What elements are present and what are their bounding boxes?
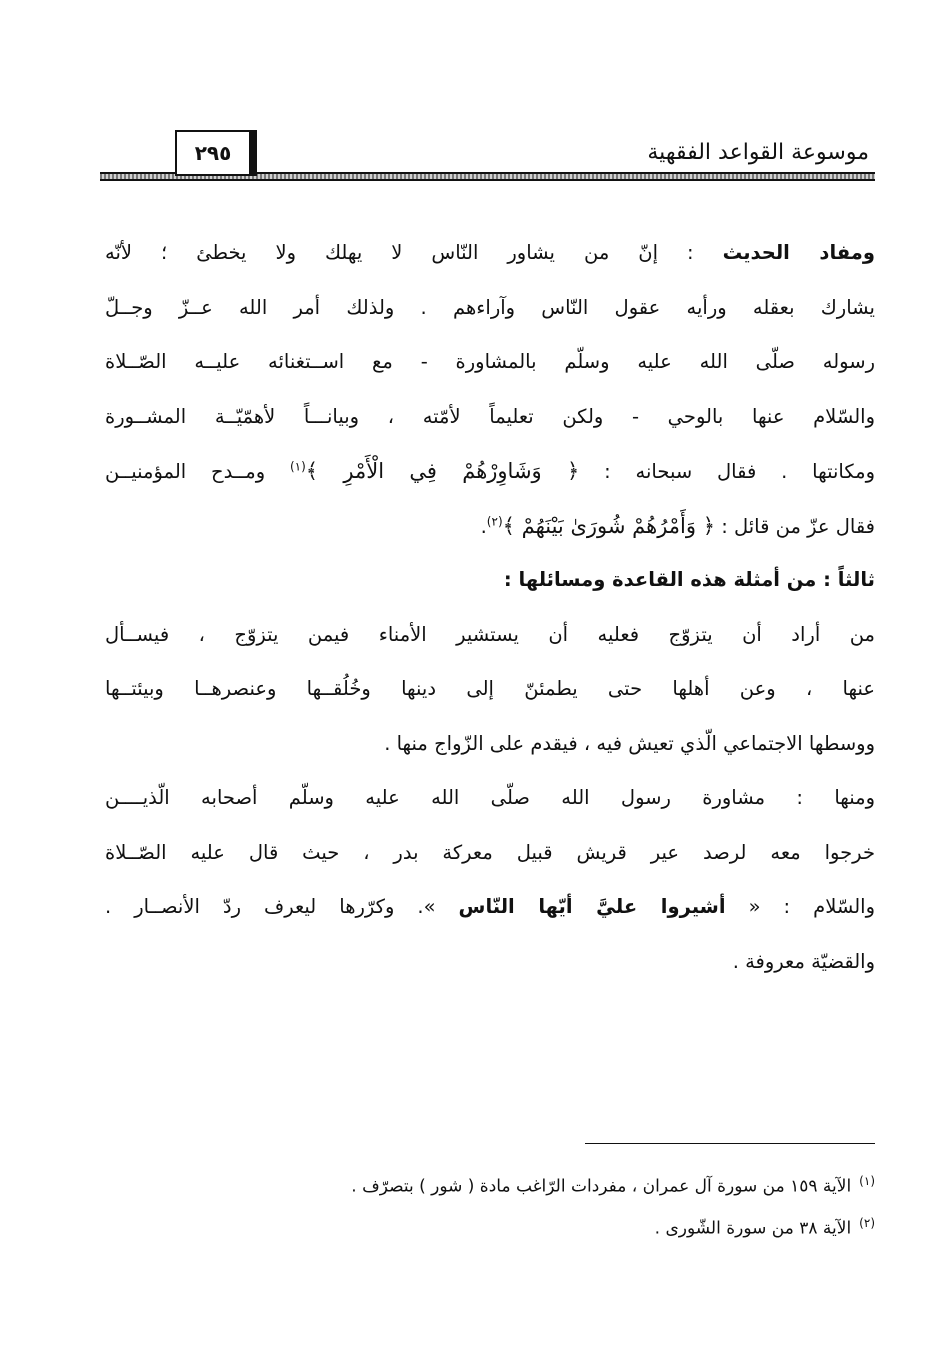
footnotes	[105, 1160, 875, 1244]
paragraph-line: عنها ، وعن أهلها حتى يطمئنّ إلى دينها وخُلُقــها وعنصرهــا وبيئتــها	[105, 677, 875, 700]
section-label: ومفاد الحديث	[722, 241, 875, 264]
paragraph-line: خرجوا معه لرصد عير قريش قبيل معركة بدر ، حيث قال عليه الصّــلاة	[105, 840, 875, 864]
quran-verse: ﴿ وَأَمْرُهُمْ شُورَىٰ بَيْنَهُمْ ﴾	[502, 513, 715, 538]
paragraph-line: من أراد أن يتزوّج فعليه أن يستشير الأمناء فيمن يتزوّج ، فيســأل	[105, 622, 875, 646]
text-run: : إنّ من يشاور النّاس لا يهلك ولا يخطئ ؛ لأنّه	[105, 241, 723, 264]
paragraph-line	[105, 880, 875, 935]
quran-verse: ﴿ وَشَاوِرْهُمْ فِي الْأَمْرِ ﴾	[305, 459, 580, 483]
text-run: ». وكرّرها ليعرف ردّ الأنصــار .	[105, 895, 459, 918]
book-title: موسوعة القواعد الفقهية	[647, 140, 869, 165]
text-run: ومــدح المؤمنيــن	[105, 460, 290, 483]
footnote	[105, 1160, 875, 1202]
text-run: والسّلام : «	[725, 895, 875, 918]
page-number-box	[175, 130, 257, 176]
page-number: ٢٩٥	[194, 141, 232, 165]
footnote-marker: (١)	[859, 1174, 875, 1188]
section-heading: ثالثاً : من أمثلة هذه القاعدة ومسائلها :	[503, 568, 875, 591]
paragraph-line: ومنها : مشاورة رسول الله صلّى الله عليه وسلّم أصحابه الّذيــــن	[105, 786, 875, 809]
paragraph-line: رسوله صلّى الله عليه وسلّم بالمشاورة - مع اســتغنائه عليــه الصّــلاة	[105, 350, 875, 373]
footnote	[105, 1202, 875, 1244]
footnote-reference: (٢)	[486, 514, 503, 528]
paragraph-line	[105, 444, 875, 499]
paragraph-line	[105, 499, 875, 554]
paragraph-line: ووسطها الاجتماعي الّذي تعيش فيه ، فيقدم على الزّواج منها .	[384, 731, 875, 755]
footnote-marker: (٢)	[859, 1216, 875, 1230]
footnote-text: الآية ٣٨ من سورة الشّورى .	[654, 1218, 852, 1239]
text-run: فقال عزّ من قائل :	[715, 514, 875, 538]
paragraph-line: والقضيّة معروفة .	[732, 949, 875, 973]
footnote-text: الآية ١٥٩ من سورة آل عمران ، مفردات الرّاغب مادة ( شور ) بتصرّف .	[351, 1176, 852, 1197]
main-text	[105, 226, 875, 989]
page-header	[100, 130, 875, 182]
hadith-quote: أشيروا عليَّ أيّها النّاس	[458, 895, 726, 918]
text-run: ومكانتها . فقال سبحانه :	[579, 460, 875, 483]
text-run: .	[480, 514, 487, 538]
paragraph-line: والسّلام عنها بالوحي - ولكن تعليماً لأمّته ، وبيانـــاً لأهمّيّــة المشــورة	[105, 404, 875, 428]
footnote-reference: (١)	[289, 459, 306, 474]
paragraph-line: يشارك بعقله ورأيه عقول النّاس وآراءهم . ولذلك أمر الله عــزّ وجــلّ	[105, 295, 875, 319]
footnote-separator	[585, 1143, 875, 1144]
paragraph-line	[105, 226, 875, 281]
